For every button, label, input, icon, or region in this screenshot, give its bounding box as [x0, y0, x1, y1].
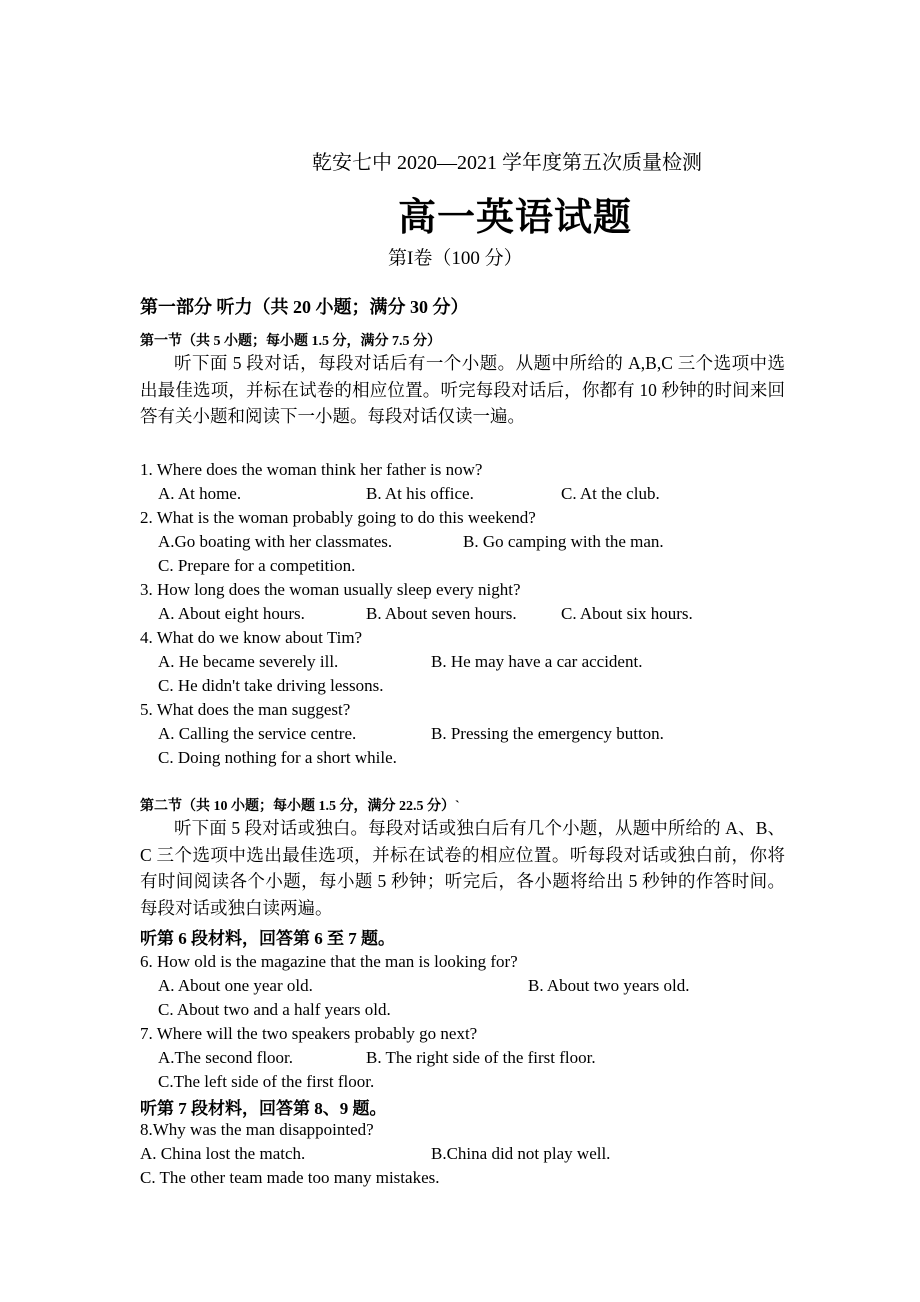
q3-option-b: B. About seven hours. — [366, 604, 517, 623]
q8-option-b: B.China did not play well. — [431, 1144, 611, 1163]
q1-option-a: A. At home. — [158, 484, 242, 503]
part1-heading: 第一部分 听力（共 20 小题；满分 30 分） — [140, 297, 469, 317]
q4-option-b: B. He may have a car accident. — [431, 652, 643, 671]
q4-option-a: A. He became severely ill. — [158, 652, 339, 671]
q7-option-a: A.The second floor. — [158, 1048, 294, 1067]
q3-stem: 3. How long does the woman usually sleep every night? — [140, 580, 521, 599]
page-title: 高一英语试题 — [398, 197, 633, 239]
q2-stem: 2. What is the woman probably going to do this weekend? — [140, 508, 536, 527]
q1-option-c: C. At the club. — [561, 484, 660, 503]
q8-option-c: C. The other team made too many mistakes. — [140, 1168, 440, 1187]
q6-option-a: A. About one year old. — [158, 976, 313, 995]
q5-option-c: C. Doing nothing for a short while. — [158, 748, 397, 767]
material7-heading: 听第 7 段材料，回答第 8、9 题。 — [140, 1099, 387, 1118]
q7-option-c: C.The left side of the first floor. — [158, 1072, 375, 1091]
section2-instructions: 听下面 5 段对话或独白。每段对话或独白后有几个小题，从题中所给的 A、B、C 三个选项中选出最佳选项，并标在试卷的相应位置。听每段对话或独白前，你将有时间阅读各个小题，每小题 5 秒钟；听完后，各小题将给出 5 秒钟的作答时间。每段对话或独白读两遍。 — [140, 818, 785, 918]
q6-option-c: C. About two and a half years old. — [158, 1000, 391, 1019]
section2-heading: 第二节（共 10 小题；每小题 1.5 分，满分 22.5 分）` — [140, 799, 460, 814]
volume-label: 第I卷（100 分） — [388, 248, 523, 269]
section1-instructions: 听下面 5 段对话，每段对话后有一个小题。从题中所给的 A,B,C 三个选项中选出最佳选项，并标在试卷的相应位置。听完每段对话后，你都有 10 秒钟的时间来回答有关小题和阅读下一小题。每段对话仅读一遍。 — [140, 353, 785, 426]
material6-heading: 听第 6 段材料，回答第 6 至 7 题。 — [140, 929, 395, 948]
q8-option-a: A. China lost the match. — [140, 1144, 306, 1163]
q2-option-b: B. Go camping with the man. — [463, 532, 664, 551]
q2-option-c: C. Prepare for a competition. — [158, 556, 356, 575]
q4-option-c: C. He didn't take driving lessons. — [158, 676, 384, 695]
q6-stem: 6. How old is the magazine that the man is looking for? — [140, 952, 518, 971]
q7-stem: 7. Where will the two speakers probably go next? — [140, 1024, 478, 1043]
q3-option-c: C. About six hours. — [561, 604, 693, 623]
q1-option-b: B. At his office. — [366, 484, 474, 503]
q6-option-b: B. About two years old. — [528, 976, 690, 995]
q8-stem: 8.Why was the man disappointed? — [140, 1120, 374, 1139]
q5-stem: 5. What does the man suggest? — [140, 700, 351, 719]
q4-stem: 4. What do we know about Tim? — [140, 628, 363, 647]
school-exam-header: 乾安七中 2020—2021 学年度第五次质量检测 — [312, 152, 702, 174]
q2-option-a: A.Go boating with her classmates. — [158, 532, 393, 551]
q7-option-b: B. The right side of the first floor. — [366, 1048, 596, 1067]
q3-option-a: A. About eight hours. — [158, 604, 305, 623]
q5-option-a: A. Calling the service centre. — [158, 724, 357, 743]
q5-option-b: B. Pressing the emergency button. — [431, 724, 664, 743]
q1-stem: 1. Where does the woman think her father is now? — [140, 460, 483, 479]
section1-heading: 第一节（共 5 小题；每小题 1.5 分，满分 7.5 分） — [140, 334, 441, 349]
